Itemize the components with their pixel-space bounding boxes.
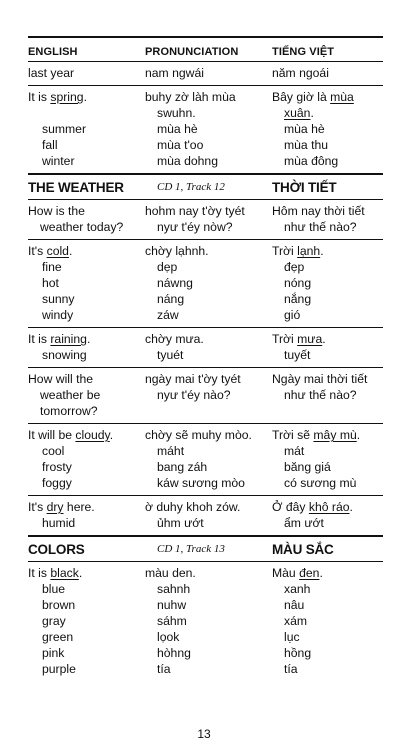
pronunciation-text: hohm nay t'ờy tyét nyư t'éy nòw? <box>145 204 245 234</box>
english-text: It is black. <box>28 566 83 580</box>
english-text: How will the weather be tomorrow? <box>28 372 101 418</box>
english-text: snowing <box>42 348 87 362</box>
pronunciation-text: hòhng <box>157 646 191 660</box>
phrase-group <box>28 240 383 327</box>
keyword: mưa <box>297 332 323 346</box>
phrase-row <box>28 597 383 613</box>
phrase-group <box>28 496 383 535</box>
phrase-row <box>28 565 383 581</box>
phrase-row <box>28 291 383 307</box>
english-text: It is spring. <box>28 90 87 104</box>
pronunciation-text: mùa dohng <box>157 154 218 168</box>
vietnamese-text: Trời sẽ mây mù. <box>272 428 361 442</box>
phrase-group <box>28 62 383 85</box>
header-vietnamese: TIẾNG VIỆT <box>272 46 335 58</box>
vietnamese-text: Bây giờ là mùa xuân. <box>272 90 354 120</box>
phrase-row <box>28 613 383 629</box>
pronunciation-text: ờ duhy khoh zów. <box>145 500 241 514</box>
english-text: blue <box>42 582 66 596</box>
track-label: CD 1, Track 12 <box>157 181 225 193</box>
english-text: It will be cloudy. <box>28 428 114 442</box>
vietnamese-text: Ngày mai thời tiết như thế nào? <box>272 372 368 402</box>
english-text: foggy <box>42 476 72 490</box>
vietnamese-text: Trời mưa. <box>272 332 326 346</box>
english-text: fine <box>42 260 62 274</box>
vietnamese-text: tía <box>284 662 298 676</box>
keyword: cold <box>46 244 69 258</box>
vietnamese-text: mùa hè <box>284 122 325 136</box>
pronunciation-text: záw <box>157 308 179 322</box>
english-text: last year <box>28 66 75 80</box>
pronunciation-text: bang záh <box>157 460 208 474</box>
phrase-row <box>28 203 383 235</box>
english-text: summer <box>42 122 87 136</box>
phrase-row <box>28 243 383 259</box>
pronunciation-text: náwng <box>157 276 193 290</box>
phrase-row <box>28 475 383 491</box>
vietnamese-text: hồng <box>284 646 312 660</box>
pronunciation-text: nam ngwái <box>145 66 204 80</box>
vietnamese-text: nắng <box>284 292 312 306</box>
english-text: How is the weather today? <box>28 204 124 234</box>
pronunciation-text: sahnh <box>157 582 191 596</box>
phrase-row <box>28 89 383 121</box>
vietnamese-text: mùa đông <box>284 154 339 168</box>
english-text: windy <box>42 308 74 322</box>
english-text: It's dry here. <box>28 500 95 514</box>
phrase-row <box>28 259 383 275</box>
pronunciation-text: tía <box>157 662 171 676</box>
phrase-row <box>28 371 383 419</box>
english-text: sunny <box>42 292 75 306</box>
keyword: mây mù <box>313 428 357 442</box>
section-title-vietnamese: THỜI TIẾT <box>272 179 337 195</box>
vietnamese-text: lục <box>284 630 300 644</box>
phrase-row <box>28 307 383 323</box>
pronunciation-text: náng <box>157 292 185 306</box>
phrase-row <box>28 275 383 291</box>
keyword: cloudy <box>75 428 110 442</box>
phrase-row <box>28 443 383 459</box>
vietnamese-text: đẹp <box>284 260 305 274</box>
keyword: khô ráo <box>308 500 350 514</box>
english-text: humid <box>42 516 76 530</box>
vietnamese-text: mùa thu <box>284 138 329 152</box>
vietnamese-text: có sương mù <box>284 476 357 490</box>
section-title-vietnamese: MÀU SẮC <box>272 541 334 557</box>
phrase-group <box>28 86 383 173</box>
phrase-group <box>28 328 383 367</box>
phrase-group <box>28 562 383 681</box>
vietnamese-text: băng giá <box>284 460 331 474</box>
vietnamese-text: xám <box>284 614 308 628</box>
vietnamese-text: năm ngoái <box>272 66 329 80</box>
vietnamese-text: xanh <box>284 582 311 596</box>
keyword: mùa <box>330 90 354 104</box>
pronunciation-text: ngày mai t'ờy tyét nyư t'éy nào? <box>145 372 241 402</box>
phrase-row <box>28 121 383 137</box>
pronunciation-text: nuhw <box>157 598 187 612</box>
keyword: đen <box>299 566 320 580</box>
vietnamese-text: Hôm nay thời tiết như thế nào? <box>272 204 365 234</box>
phrase-group <box>28 424 383 495</box>
vietnamese-text: nâu <box>284 598 305 612</box>
pronunciation-text: mùa hè <box>157 122 198 136</box>
english-text: cool <box>42 444 65 458</box>
section-header-colors <box>28 537 383 561</box>
english-text: winter <box>42 154 75 168</box>
english-text: It is raining. <box>28 332 91 346</box>
vietnamese-text: tuyết <box>284 348 311 362</box>
pronunciation-text: chờy mưa. <box>145 332 204 346</box>
phrase-row <box>28 459 383 475</box>
pronunciation-text: lọok <box>157 630 180 644</box>
phrase-row <box>28 137 383 153</box>
keyword: dry <box>46 500 64 514</box>
phrase-row <box>28 65 383 81</box>
vietnamese-text: ẩm ướt <box>284 516 324 530</box>
english-text: gray <box>42 614 66 628</box>
phrase-row <box>28 645 383 661</box>
phrasebook-page <box>28 36 383 681</box>
phrase-row <box>28 499 383 515</box>
vietnamese-text: Ở đây khô ráo. <box>272 500 353 514</box>
phrase-group <box>28 368 383 423</box>
english-text: brown <box>42 598 76 612</box>
phrase-row <box>28 347 383 363</box>
pronunciation-text: ủhm ướt <box>157 516 204 530</box>
english-text: frosty <box>42 460 72 474</box>
track-label: CD 1, Track 13 <box>157 543 225 555</box>
pronunciation-text: chờy lạhnh. <box>145 244 209 258</box>
english-text: fall <box>42 138 58 152</box>
header-english: ENGLISH <box>28 46 78 58</box>
pronunciation-text: dẹp <box>157 260 178 274</box>
vietnamese-text: gió <box>284 308 301 322</box>
section-title-english: THE WEATHER <box>28 179 124 195</box>
phrase-row <box>28 427 383 443</box>
vietnamese-text: mát <box>284 444 305 458</box>
pronunciation-text: màu den. <box>145 566 196 580</box>
keyword: spring <box>50 90 84 104</box>
phrase-row <box>28 581 383 597</box>
keyword: black <box>50 566 79 580</box>
header-pronunciation: PRONUNCIATION <box>145 46 239 58</box>
phrase-group <box>28 200 383 239</box>
english-text: It's cold. <box>28 244 73 258</box>
vietnamese-text: Màu đen. <box>272 566 323 580</box>
english-text: pink <box>42 646 65 660</box>
phrase-row <box>28 153 383 169</box>
pronunciation-text: káw sương mòo <box>157 476 245 490</box>
phrase-row <box>28 629 383 645</box>
english-text: purple <box>42 662 76 676</box>
pronunciation-text: máht <box>157 444 185 458</box>
english-text: green <box>42 630 74 644</box>
pronunciation-text: chờy sẽ muhy mòo. <box>145 428 252 442</box>
page-number: 13 <box>197 727 211 741</box>
keyword: lạnh <box>297 244 321 258</box>
vietnamese-text: Trời lạnh. <box>272 244 324 258</box>
phrase-row <box>28 661 383 677</box>
keyword: xuân <box>284 106 311 120</box>
pronunciation-text: mùa t'oo <box>157 138 204 152</box>
pronunciation-text: tyuét <box>157 348 184 362</box>
column-header <box>28 38 383 58</box>
english-text: hot <box>42 276 59 290</box>
vietnamese-text: nóng <box>284 276 312 290</box>
phrase-row <box>28 331 383 347</box>
pronunciation-text: buhy zờ làh mùa swuhn. <box>145 90 236 120</box>
keyword: raining <box>50 332 87 346</box>
pronunciation-text: sáhm <box>157 614 187 628</box>
section-header-weather <box>28 175 383 199</box>
section-title-english: COLORS <box>28 541 85 557</box>
phrase-row <box>28 515 383 531</box>
